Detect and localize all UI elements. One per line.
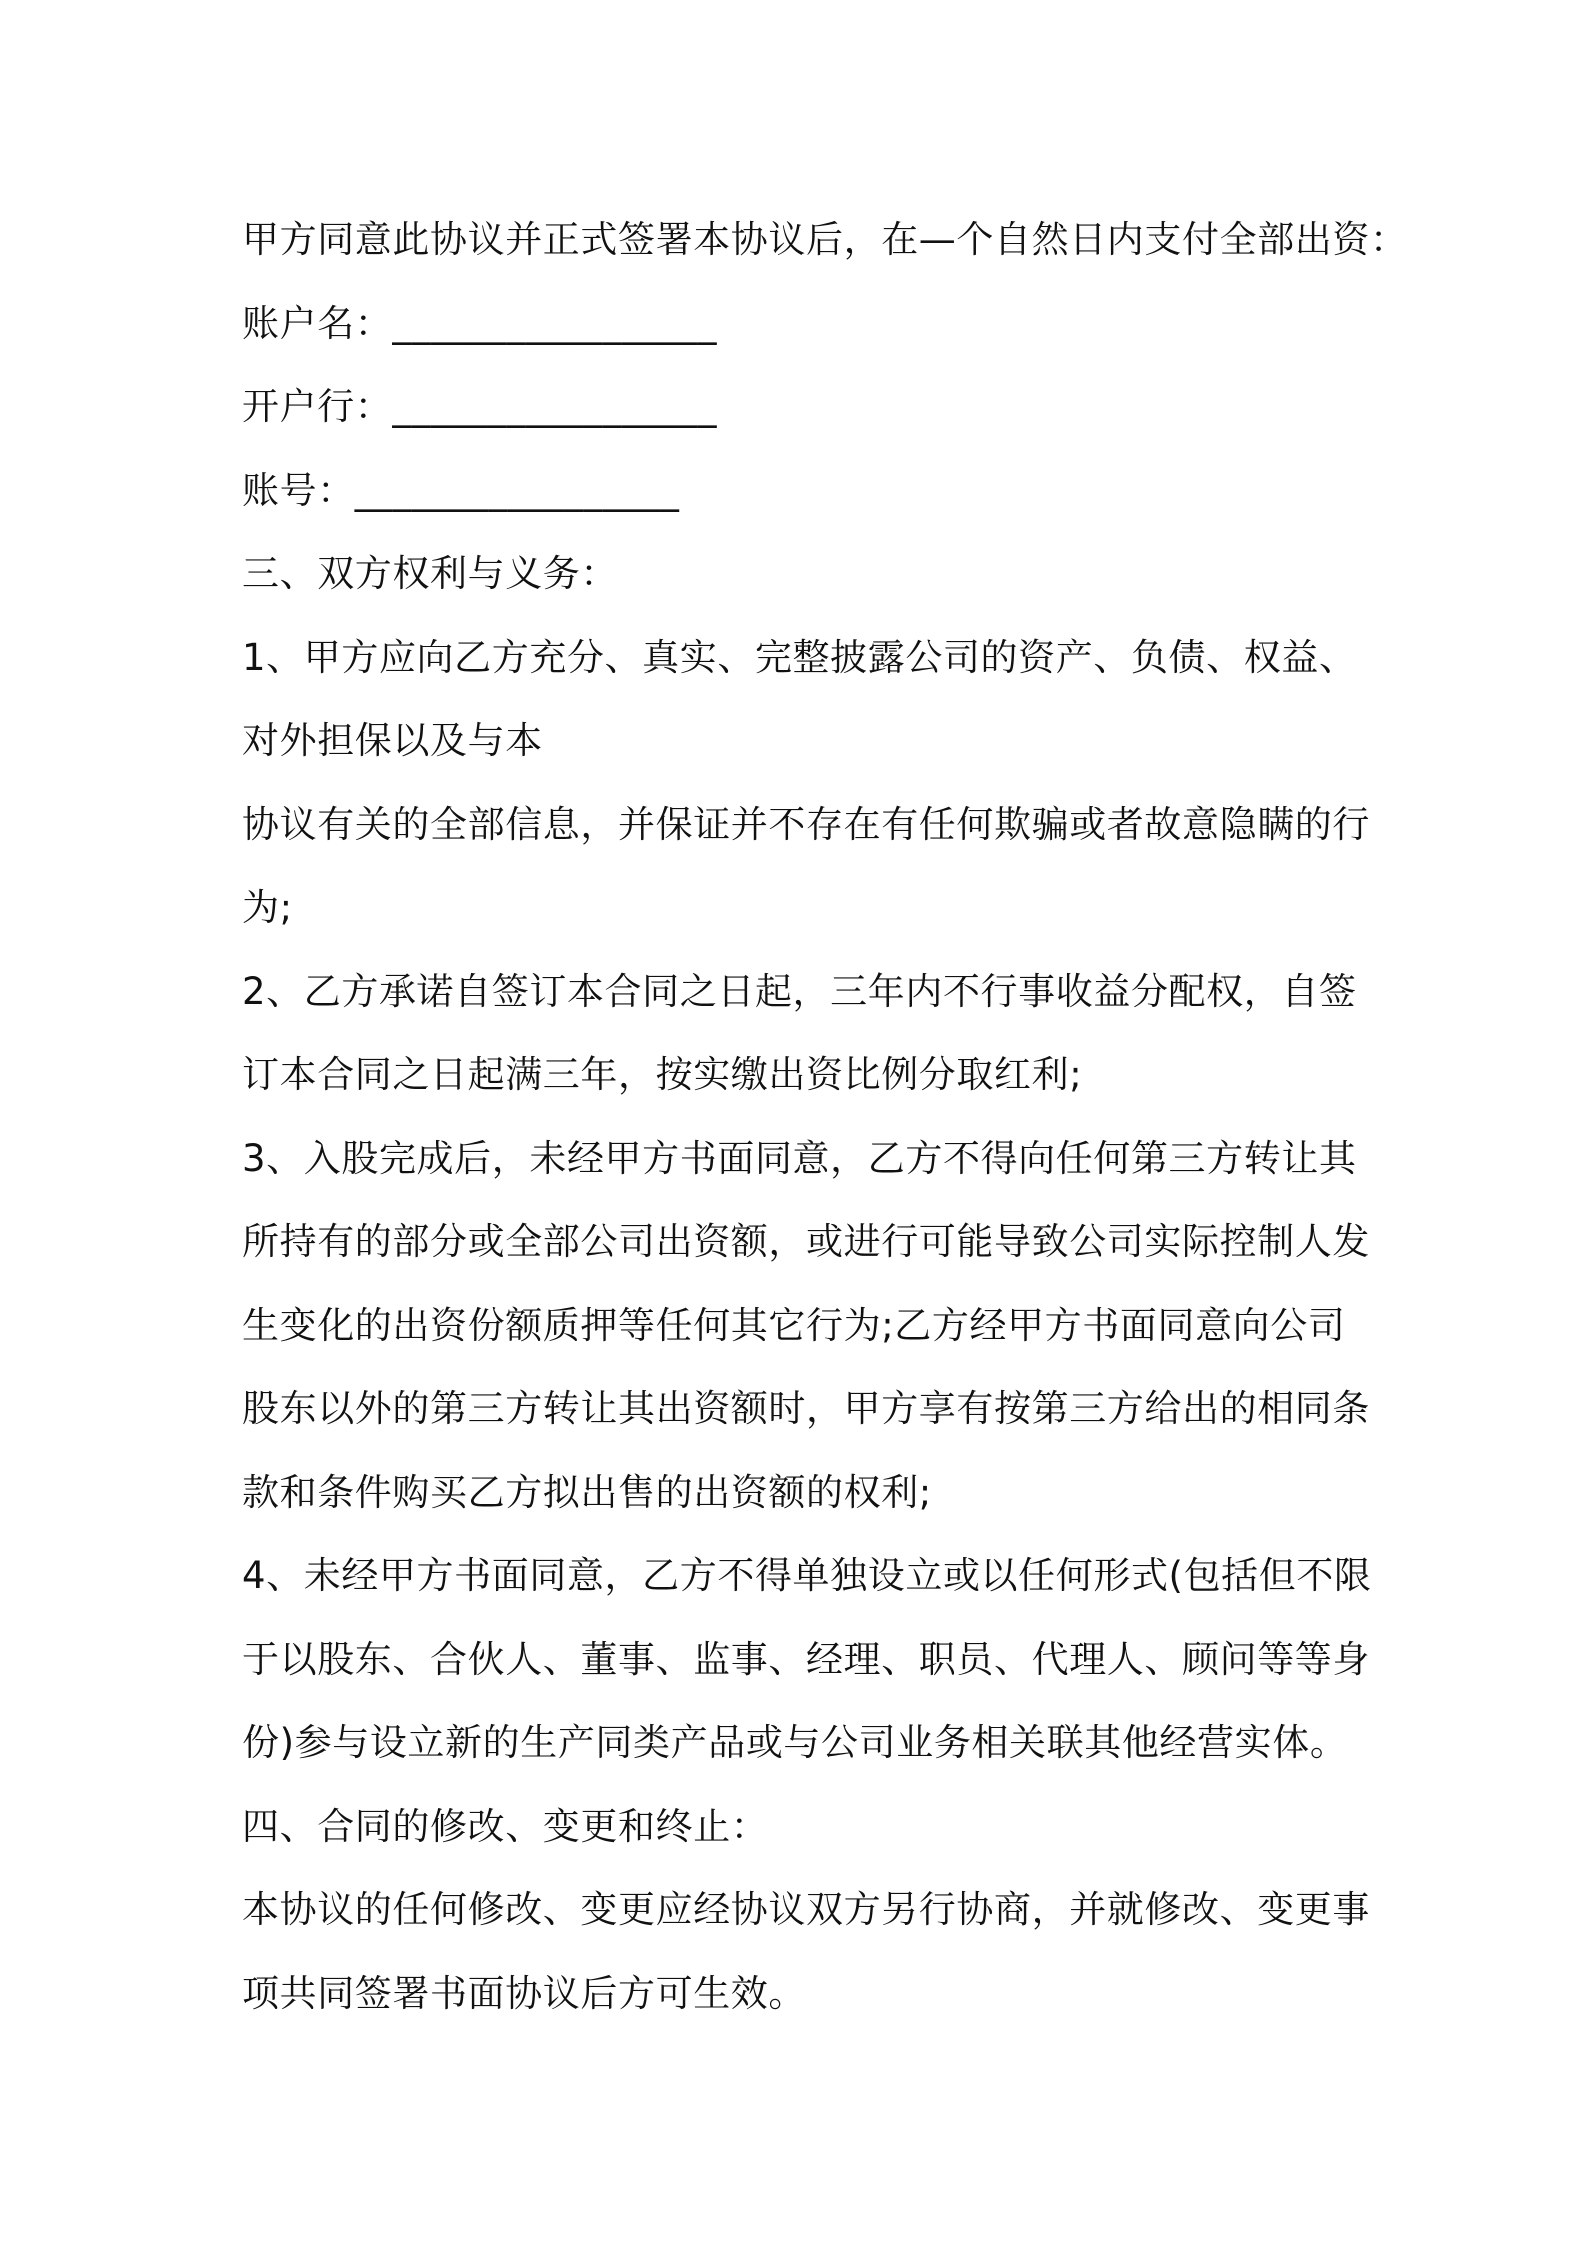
clause-2-line-2: 订本合同之日起满三年，按实缴出资比例分取红利;	[242, 1053, 1083, 1096]
clause-3-line-4: 股东以外的第三方转让其出资额时，甲方享有按第三方给出的相同条	[242, 1387, 1370, 1430]
clause-1-line-4: 为;	[242, 886, 293, 929]
account-number-field: 账号：_________________	[242, 468, 680, 512]
clause-4-line-2: 于以股东、合伙人、董事、监事、经理、职员、代理人、顾问等等身	[242, 1637, 1370, 1681]
clause-1-line-1: 1、甲方应向乙方充分、真实、完整披露公司的资产、负债、权益、	[242, 635, 1357, 679]
clause-1-line-2: 对外担保以及与本	[242, 719, 543, 762]
document-body	[242, 198, 1408, 2035]
clause-3-line-5: 款和条件购买乙方拟出售的出资额的权利;	[242, 1470, 932, 1514]
clause-3-line-1: 3、入股完成后，未经甲方书面同意，乙方不得向任何第三方转让其	[242, 1136, 1357, 1180]
clause-1-line-3: 协议有关的全部信息，并保证并不存在有任何欺骗或者故意隐瞒的行	[242, 802, 1370, 846]
clause-4-line-3: 份)参与设立新的生产同类产品或与公司业务相关联其他经营实体。	[242, 1721, 1348, 1764]
clause-3-line-2: 所持有的部分或全部公司出资额，或进行可能导致公司实际控制人发	[242, 1220, 1370, 1263]
payment-terms-line: 甲方同意此协议并正式签署本协议后，在—个自然日内支付全部出资：	[242, 218, 1408, 261]
account-name-field: 账户名：_________________	[242, 301, 718, 345]
section-heading-modification: 四、合同的修改、变更和终止：	[242, 1804, 769, 1848]
modification-line-2: 项共同签署书面协议后方可生效。	[242, 1971, 806, 2015]
clause-4-line-1: 4、未经甲方书面同意，乙方不得单独设立或以任何形式(包括但不限	[242, 1554, 1372, 1597]
clause-2-line-1: 2、乙方承诺自签订本合同之日起，三年内不行事收益分配权，自签	[242, 969, 1357, 1013]
bank-name-field: 开户行：_________________	[242, 385, 718, 428]
modification-line-1: 本协议的任何修改、变更应经协议双方另行协商，并就修改、变更事	[242, 1888, 1370, 1931]
clause-3-line-3: 生变化的出资份额质押等任何其它行为;乙方经甲方书面同意向公司	[242, 1303, 1346, 1347]
section-heading-rights-obligations: 三、双方权利与义务：	[242, 552, 618, 595]
